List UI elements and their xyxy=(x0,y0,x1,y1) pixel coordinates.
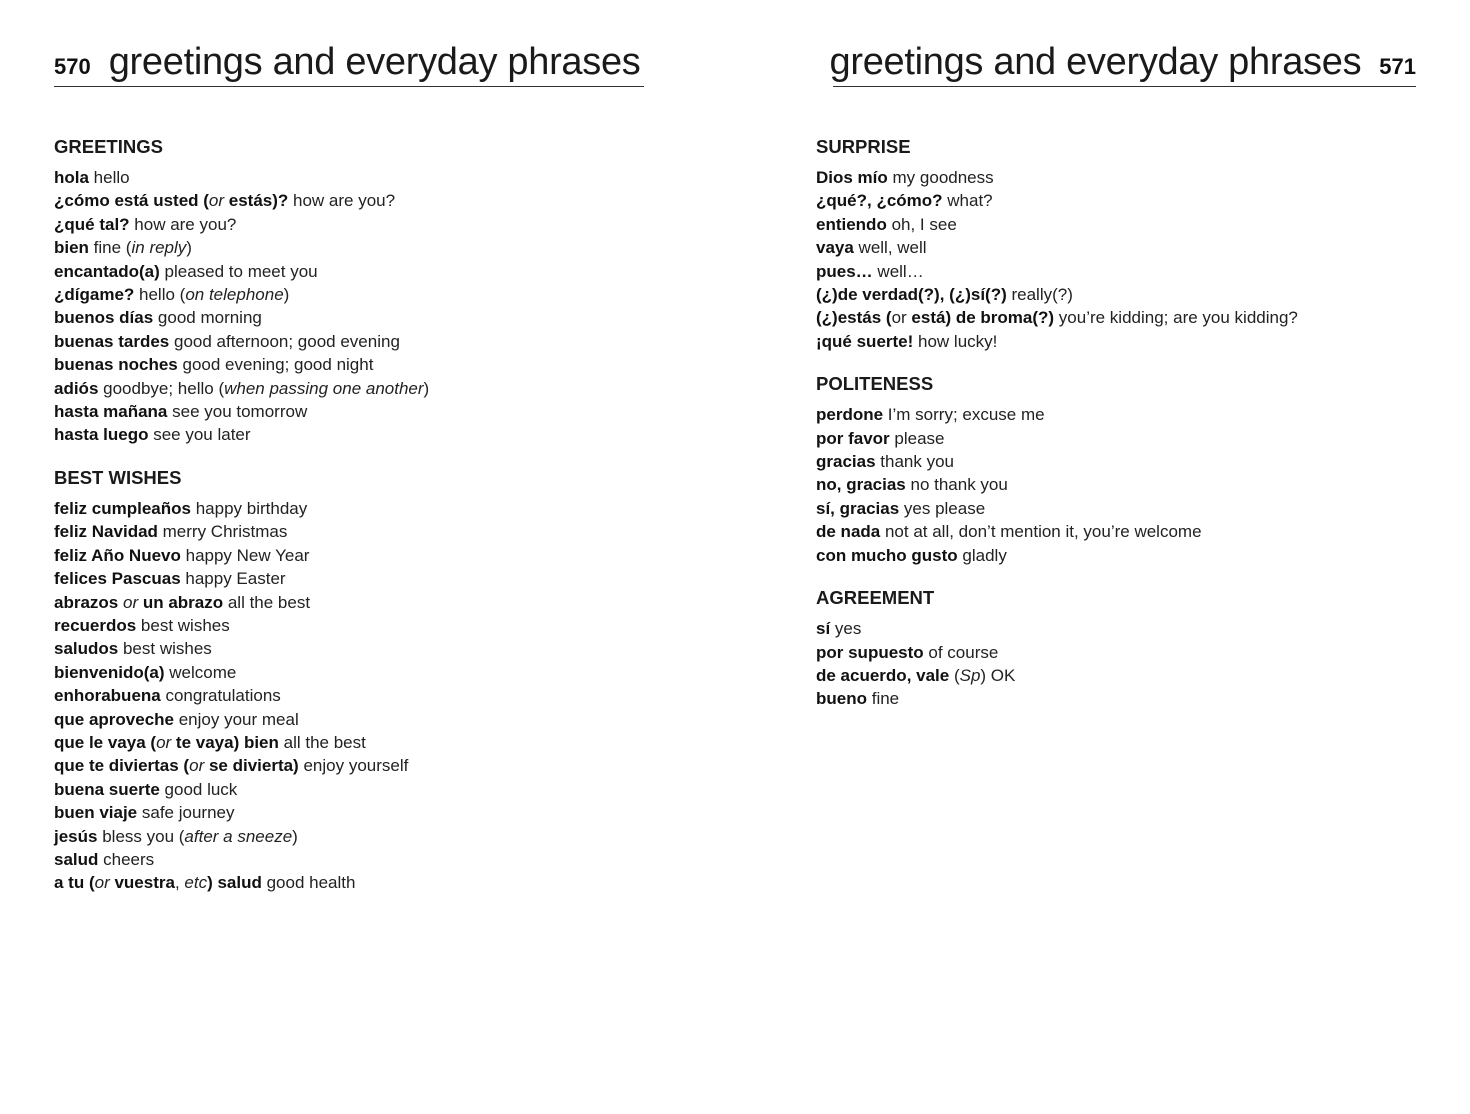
phrase-entry xyxy=(54,754,644,777)
phrase-entry xyxy=(54,423,644,446)
phrase-entry xyxy=(54,400,644,423)
usage-note: or xyxy=(208,191,225,211)
section-title: BEST WISHES xyxy=(54,466,182,488)
spanish-phrase: perdone xyxy=(816,405,884,425)
section-greetings xyxy=(54,134,644,447)
section-title: GREETINGS xyxy=(54,136,163,157)
phrase-entry xyxy=(816,213,1416,236)
phrase-entry xyxy=(54,684,644,707)
spanish-phrase: Dios mío xyxy=(816,168,888,187)
phrase-entry xyxy=(54,330,644,353)
spanish-phrase: feliz cumpleaños xyxy=(54,498,191,518)
english-translation: how are you? xyxy=(288,191,396,211)
phrase-list xyxy=(816,166,1416,353)
usage-note: on telephone xyxy=(185,285,284,305)
english-translation: , xyxy=(174,873,185,893)
phrase-entry xyxy=(54,213,644,236)
english-translation: cheers xyxy=(98,849,155,869)
phrase-entry xyxy=(54,166,644,189)
english-translation: congratulations xyxy=(160,686,281,706)
english-translation: ) xyxy=(283,285,290,305)
phrase-entry xyxy=(54,871,644,894)
english-translation: hello xyxy=(88,168,130,187)
spanish-phrase: sí, gracias xyxy=(816,498,900,518)
phrase-entry xyxy=(816,330,1416,353)
spanish-phrase: está) de broma(?) xyxy=(906,308,1055,328)
section-politeness xyxy=(816,371,1416,567)
english-translation: hello ( xyxy=(134,285,186,305)
english-translation: good afternoon; good evening xyxy=(169,331,400,351)
spanish-phrase: ¿qué?, ¿cómo? xyxy=(816,191,943,211)
usage-note: Sp xyxy=(959,665,981,685)
phrase-entry xyxy=(54,377,644,400)
spanish-phrase: por favor xyxy=(816,428,890,448)
spanish-phrase: encantado(a) xyxy=(54,261,160,281)
spanish-phrase: buenas noches xyxy=(54,355,178,375)
right-page-content xyxy=(816,134,1416,729)
phrase-entry xyxy=(54,260,644,283)
english-translation: good evening; good night xyxy=(177,355,374,375)
spanish-phrase: estás)? xyxy=(224,191,289,211)
english-translation: what? xyxy=(942,191,993,211)
phrase-entry xyxy=(54,591,644,614)
phrase-entry xyxy=(816,166,1416,189)
english-translation: please xyxy=(889,428,945,448)
phrase-entry xyxy=(54,306,644,329)
page-header-left xyxy=(54,40,644,87)
left-page xyxy=(54,0,644,1114)
spanish-phrase: pues… xyxy=(816,261,873,281)
english-translation: well, well xyxy=(853,238,927,258)
phrase-entry xyxy=(816,544,1416,567)
phrase-entry xyxy=(816,260,1416,283)
usage-note: or xyxy=(189,756,205,776)
usage-note: or xyxy=(156,732,172,752)
phrase-entry xyxy=(816,306,1416,329)
english-translation: yes please xyxy=(899,498,986,518)
spanish-phrase: enhorabuena xyxy=(54,686,161,706)
english-translation: of course xyxy=(923,642,999,662)
english-translation: ) xyxy=(423,378,430,398)
phrase-entry xyxy=(816,236,1416,259)
spanish-phrase: felices Pascuas xyxy=(54,569,181,589)
phrase-list xyxy=(816,617,1416,711)
english-translation: really(?) xyxy=(1006,285,1073,305)
phrase-entry xyxy=(816,687,1416,710)
phrase-entry xyxy=(816,520,1416,543)
english-translation: or xyxy=(891,308,907,328)
spanish-phrase: salud xyxy=(54,849,99,869)
spanish-phrase: hola xyxy=(54,168,89,187)
english-translation: pleased to meet you xyxy=(159,261,318,281)
left-page-content xyxy=(54,134,644,913)
section-surprise xyxy=(816,134,1416,353)
english-translation: oh, I see xyxy=(886,214,957,234)
english-translation: all the best xyxy=(223,592,311,612)
section-best-wishes xyxy=(54,465,644,895)
spanish-phrase: con mucho gusto xyxy=(816,545,958,565)
english-translation: see you later xyxy=(148,425,251,445)
phrase-entry xyxy=(54,544,644,567)
english-translation: merry Christmas xyxy=(157,522,288,542)
english-translation: see you tomorrow xyxy=(167,402,308,422)
english-translation: not at all, don’t mention it, you’re welcome xyxy=(880,522,1202,542)
spanish-phrase: sí xyxy=(816,619,831,639)
section-agreement xyxy=(816,585,1416,711)
phrase-entry xyxy=(816,641,1416,664)
english-translation: enjoy your meal xyxy=(174,709,299,729)
english-translation: thank you xyxy=(875,452,954,472)
spanish-phrase: de acuerdo, vale xyxy=(816,665,950,685)
spanish-phrase: ¡qué suerte! xyxy=(816,331,914,351)
spanish-phrase: (¿)estás ( xyxy=(816,308,892,328)
spanish-phrase: por supuesto xyxy=(816,642,924,662)
spanish-phrase: se divierta) xyxy=(204,756,299,776)
spanish-phrase: feliz Navidad xyxy=(54,522,158,542)
spanish-phrase: no, gracias xyxy=(816,475,906,495)
english-translation: good morning xyxy=(153,308,262,328)
spanish-phrase: buenas tardes xyxy=(54,331,170,351)
page-title: greetings and everyday phrases xyxy=(108,41,641,83)
spanish-phrase: buena suerte xyxy=(54,779,160,799)
spanish-phrase: vuestra xyxy=(109,873,175,893)
spanish-phrase: entiendo xyxy=(816,214,887,234)
page-header-right xyxy=(829,40,1416,87)
english-translation: happy birthday xyxy=(190,498,308,518)
spanish-phrase: recuerdos xyxy=(54,615,137,635)
usage-note: in reply xyxy=(131,238,187,258)
spanish-phrase: gracias xyxy=(816,452,876,472)
page-title: greetings and everyday phrases xyxy=(829,41,1362,83)
phrase-entry xyxy=(54,778,644,801)
english-translation: best wishes xyxy=(118,639,212,659)
spanish-phrase: jesús xyxy=(54,826,98,846)
section-title: AGREEMENT xyxy=(816,587,935,609)
english-translation: good luck xyxy=(159,779,238,799)
english-translation: happy Easter xyxy=(180,569,286,589)
phrase-entry xyxy=(54,708,644,731)
phrase-entry xyxy=(816,403,1416,426)
spanish-phrase: de nada xyxy=(816,522,881,542)
english-translation: best wishes xyxy=(136,615,230,635)
phrase-entry xyxy=(816,664,1416,687)
spanish-phrase: adiós xyxy=(54,378,99,398)
phrase-entry xyxy=(816,473,1416,496)
english-translation: how lucky! xyxy=(913,331,998,351)
english-translation: ) xyxy=(186,238,192,258)
phrase-entry xyxy=(816,427,1416,450)
english-translation: safe journey xyxy=(137,803,235,823)
spanish-phrase: ¿dígame? xyxy=(54,285,135,305)
spanish-phrase: buen viaje xyxy=(54,803,138,823)
phrase-entry xyxy=(54,661,644,684)
english-translation: gladly xyxy=(957,545,1007,565)
phrase-entry xyxy=(54,353,644,376)
page-number: 570 xyxy=(54,54,91,79)
phrase-entry xyxy=(54,283,644,306)
english-translation: my goodness xyxy=(887,168,994,187)
spanish-phrase: ) salud xyxy=(207,873,262,893)
english-translation: happy New Year xyxy=(180,545,310,565)
english-translation: welcome xyxy=(164,662,237,682)
english-translation: bless you ( xyxy=(97,826,185,846)
phrase-entry xyxy=(816,283,1416,306)
english-translation: goodbye; hello ( xyxy=(98,378,225,398)
spanish-phrase: buenos días xyxy=(54,308,154,328)
phrase-entry xyxy=(816,189,1416,212)
spanish-phrase: bienvenido(a) xyxy=(54,662,165,682)
phrase-entry xyxy=(54,614,644,637)
phrase-entry xyxy=(54,731,644,754)
right-page xyxy=(816,0,1416,1114)
phrase-entry xyxy=(54,189,644,212)
phrase-entry xyxy=(816,617,1416,640)
phrase-entry xyxy=(54,801,644,824)
spanish-phrase: un abrazo xyxy=(138,592,224,612)
phrase-entry xyxy=(816,450,1416,473)
usage-note: etc xyxy=(184,873,208,893)
phrase-entry xyxy=(54,637,644,660)
english-translation: good health xyxy=(261,873,356,893)
spanish-phrase: que le vaya ( xyxy=(54,732,157,752)
phrase-entry xyxy=(54,848,644,871)
phrase-entry xyxy=(816,497,1416,520)
english-translation: ) OK xyxy=(980,665,1016,685)
phrase-entry xyxy=(54,497,644,520)
section-title: SURPRISE xyxy=(816,136,911,157)
usage-note: or xyxy=(122,592,139,612)
english-translation: fine xyxy=(867,689,900,709)
english-translation: all the best xyxy=(278,732,366,752)
usage-note: or xyxy=(94,873,110,893)
spanish-phrase: ¿cómo está usted ( xyxy=(54,191,209,211)
phrase-entry xyxy=(54,825,644,848)
phrase-list xyxy=(54,166,644,447)
spanish-phrase: abrazos xyxy=(54,592,119,612)
spanish-phrase: a tu ( xyxy=(54,873,95,893)
spanish-phrase: hasta luego xyxy=(54,425,149,445)
english-translation: how are you? xyxy=(129,214,237,234)
english-translation: well… xyxy=(872,261,924,281)
usage-note: when passing one another xyxy=(224,378,424,398)
spanish-phrase: vaya xyxy=(816,238,854,258)
phrase-list xyxy=(54,497,644,895)
spanish-phrase: que aproveche xyxy=(54,709,174,729)
spanish-phrase: que te diviertas ( xyxy=(54,756,190,776)
english-translation: ) xyxy=(292,826,298,846)
spanish-phrase: feliz Año Nuevo xyxy=(54,545,181,565)
english-translation: no thank you xyxy=(905,475,1008,495)
phrase-list xyxy=(816,403,1416,567)
phrase-entry xyxy=(54,236,644,259)
english-translation: enjoy yourself xyxy=(298,756,409,776)
spanish-phrase: ¿qué tal? xyxy=(54,214,130,234)
english-translation: I’m sorry; excuse me xyxy=(883,405,1045,425)
spanish-phrase: te vaya) bien xyxy=(171,732,279,752)
english-translation: yes xyxy=(830,619,862,639)
spanish-phrase: bueno xyxy=(816,689,867,709)
english-translation: you’re kidding; are you kidding? xyxy=(1054,308,1298,328)
spanish-phrase: hasta mañana xyxy=(54,402,168,422)
spanish-phrase: (¿)de verdad(?), (¿)sí(?) xyxy=(816,285,1007,305)
english-translation: fine ( xyxy=(88,238,132,258)
page-number: 571 xyxy=(1379,54,1416,79)
section-title: POLITENESS xyxy=(816,373,934,395)
phrase-entry xyxy=(54,567,644,590)
spanish-phrase: saludos xyxy=(54,639,119,659)
spanish-phrase: bien xyxy=(54,238,89,258)
usage-note: after a sneeze xyxy=(184,826,293,846)
english-translation: ( xyxy=(949,665,960,685)
phrase-entry xyxy=(54,520,644,543)
